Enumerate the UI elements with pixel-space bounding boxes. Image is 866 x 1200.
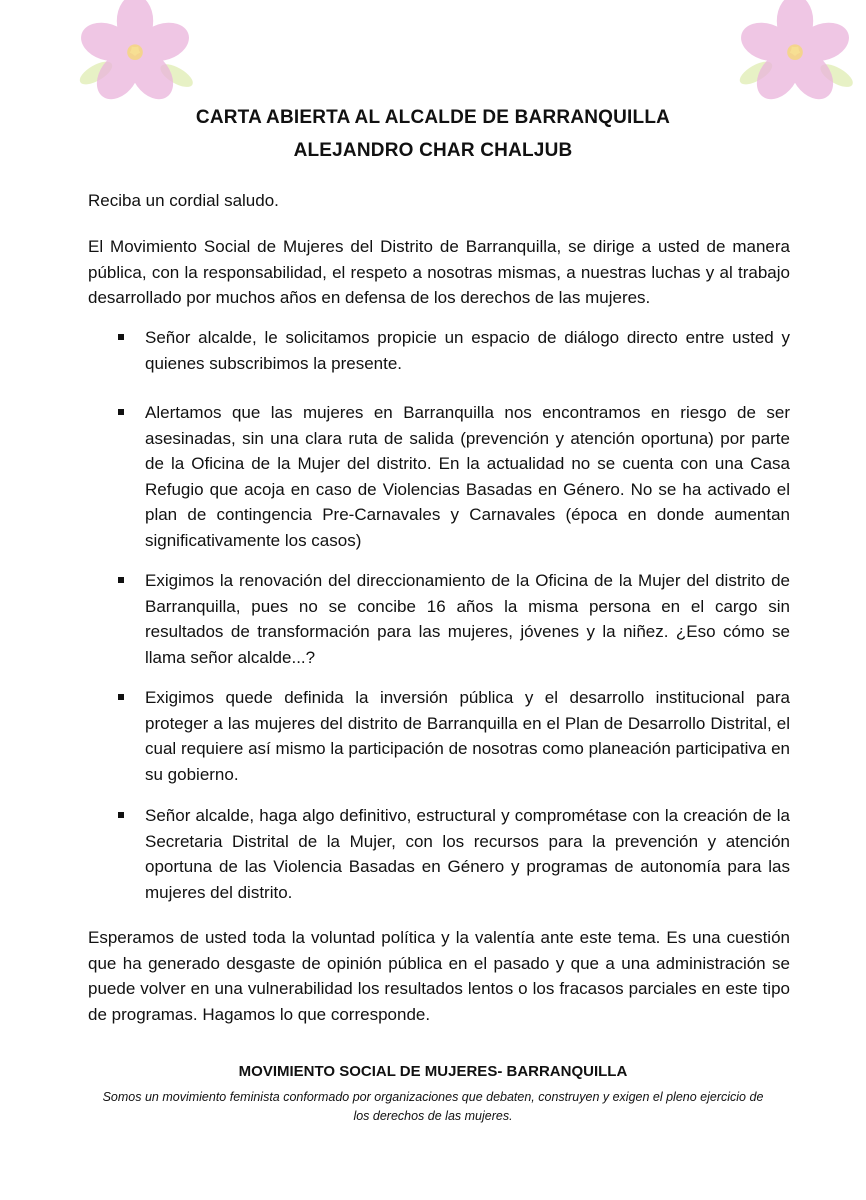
letter-title: CARTA ABIERTA AL ALCALDE DE BARRANQUILLA [195,107,671,128]
bullet-text: Exigimos quede definida la inversión pública y el desarrollo institucional para proteger a las mujeres del distrito de Barranquilla en el Plan de Desarrollo Distrital, el cual requiere así mismo la participación de nosotras como planeación participativa en su gobierno. [145,688,790,784]
bullet-item [145,568,790,670]
signature-tagline: Somos un movimiento feminista conformado por organizaciones que debaten, construyen y exigen el pleno ejercicio de los derechos de las mujeres. [102,1090,764,1123]
bullet-item [145,325,790,376]
letter-recipient: ALEJANDRO CHAR CHALJUB [293,140,573,161]
closing-paragraph: Esperamos de usted toda la voluntad política y la valentía ante este tema. Es una cuestión que ha generado desgaste de opinión pública en el pasado y que a una administración se puede volver en una vulnerabilidad los resultados lentos o los fracasos parciales en este tipo de programas. Hagamos lo que corresponde. [88,928,790,1024]
bullet-item [145,803,790,905]
bullet-text: Exigimos la renovación del direccionamiento de la Oficina de la Mujer del distrito de Barranquilla, pues no se concibe 16 años la misma persona en el cargo sin resultados de transformación para las mujeres, jóvenes y la niñez. ¿Eso cómo se llama señor alcalde...? [145,571,790,667]
bullet-text: Señor alcalde, haga algo definitivo, estructural y comprométase con la creación de la Secretaria Distrital de la Mujer, con los recursos para la prevención y atención oportuna de las Violencia Basadas en Género y programas de autonomía para las mujeres del distrito. [145,806,790,902]
hibiscus-flower-decoration-left [70,0,200,112]
intro-paragraph: El Movimiento Social de Mujeres del Distrito de Barranquilla, se dirige a usted de manera pública, con la responsabilidad, el respeto a nosotras mismas, a nuestras luchas y al trabajo desarrollado por muchos años en defensa de los derechos de las mujeres. [88,237,790,307]
hibiscus-flower-decoration-right [730,0,860,112]
bullet-text: Señor alcalde, le solicitamos propicie un espacio de diálogo directo entre usted y quienes subscribimos la presente. [145,328,790,373]
bullet-square-icon [118,577,124,583]
signature: MOVIMIENTO SOCIAL DE MUJERES- BARRANQUILLA [238,1063,628,1080]
bullet-square-icon [118,409,124,415]
bullet-square-icon [118,694,124,700]
bullet-text: Alertamos que las mujeres en Barranquilla nos encontramos en riesgo de ser asesinadas, sin una clara ruta de salida (prevención y atención oportuna) por parte de la Oficina de la Mujer del distrito. En la actualidad no se cuenta con una Casa Refugio que acoja en caso de Violencias Basadas en Género. No se ha activado el plan de contingencia Pre-Carnavales y Carnavales (época en donde aumentan significativamente los casos) [145,403,790,550]
bullet-square-icon [118,334,124,340]
bullet-item [145,685,790,787]
greeting: Reciba un cordial saludo. [88,191,279,210]
bullet-item [145,400,790,553]
bullet-square-icon [118,812,124,818]
